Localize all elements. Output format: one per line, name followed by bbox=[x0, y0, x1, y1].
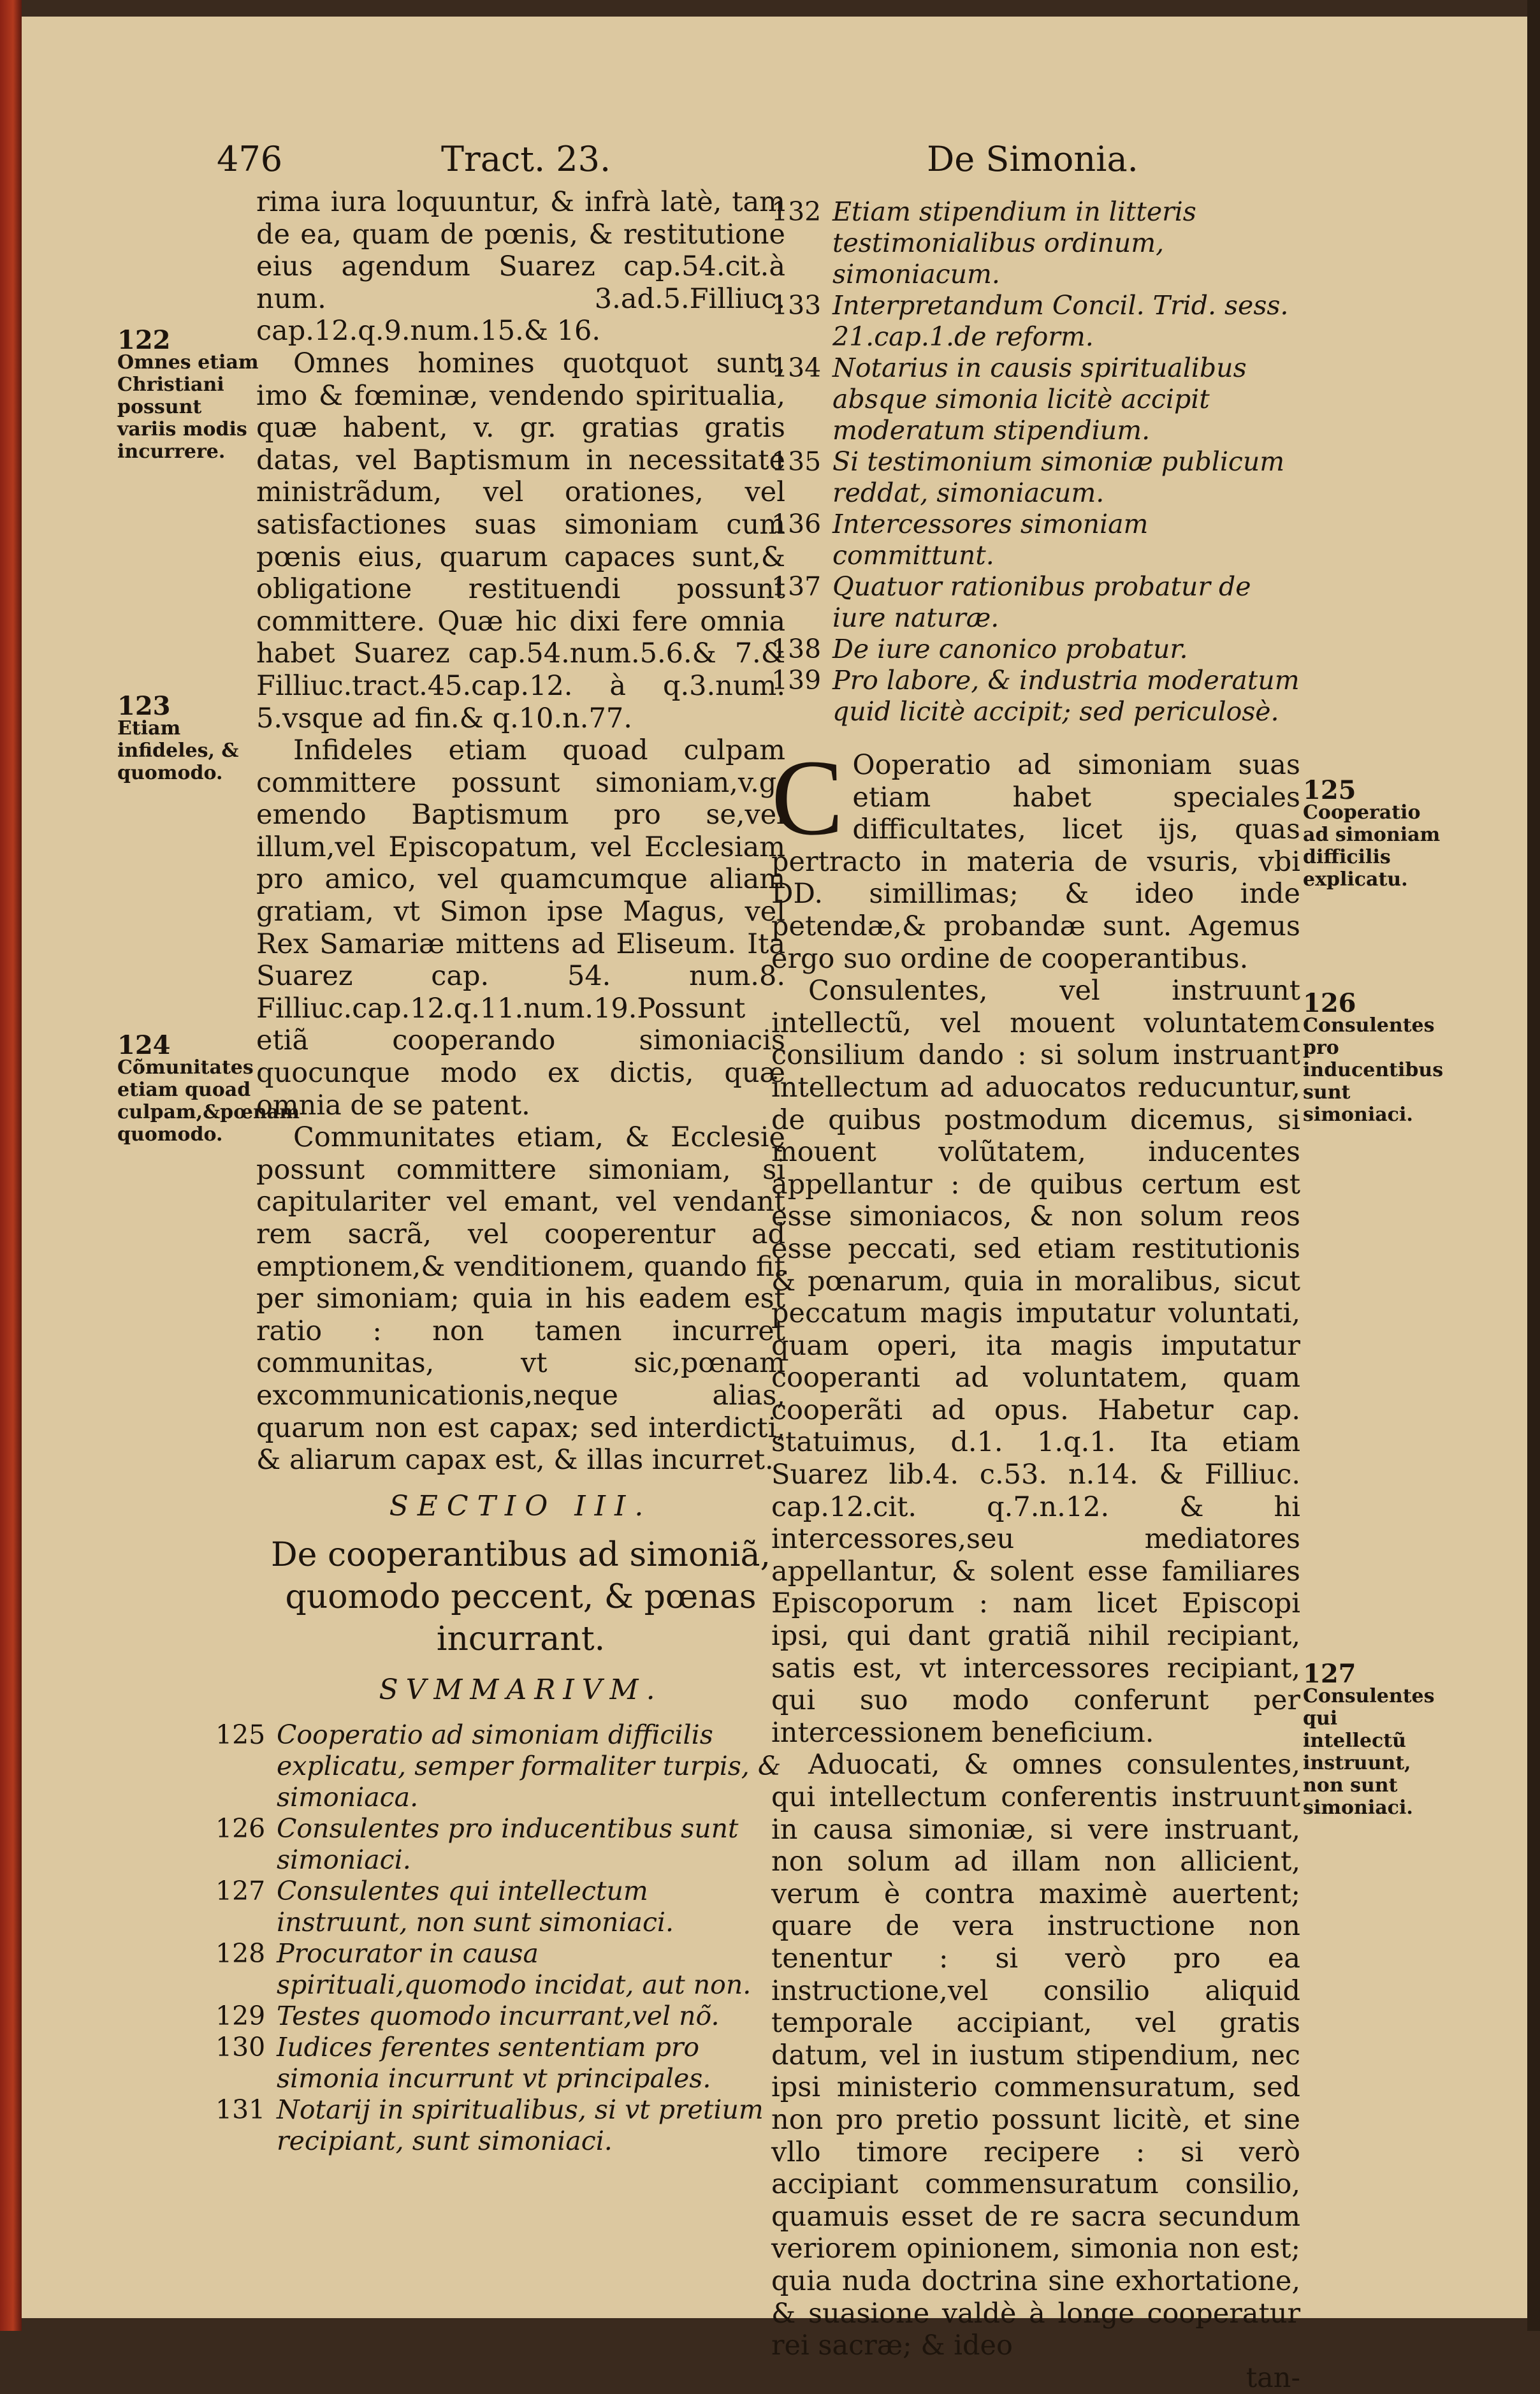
summarium-list-continued bbox=[771, 196, 1300, 727]
drop-cap: C bbox=[771, 738, 844, 858]
section-title: De cooperantibus ad simoniã, quomodo peccent, & pœnas incurrant. bbox=[270, 1536, 771, 1659]
margin-note-text: Etiam infideles, & quomodo. bbox=[117, 717, 239, 784]
paragraph-text: Ooperatio ad simoniam suas etiam habet speciales difficultates, licet ijs, quas pertracto in materia de vsuris, vbi DD. simillimas; & ideo inde petendæ,& probandæ sunt. Agemus ergo suo ordine de cooperantibus. bbox=[771, 749, 1300, 975]
summarium-number: 135 bbox=[771, 446, 822, 477]
summarium-text: Quatuor rationibus probatur de iure naturæ. bbox=[832, 571, 1251, 633]
summarium-item bbox=[771, 665, 1300, 727]
summarium-text: Interpretandum Concil. Trid. sess. 21.cap.1.de reform. bbox=[832, 290, 1289, 352]
summarium-item bbox=[771, 509, 1300, 571]
section-heading: SECTIO III. bbox=[389, 1489, 653, 1522]
summarium-item bbox=[771, 290, 1300, 353]
summarium-number: 138 bbox=[771, 634, 822, 664]
margin-note-124 bbox=[117, 1030, 300, 1146]
paragraph: Infideles etiam quoad culpam committere possunt simoniam,v.g. emendo Baptismum pro se,vel illum,vel Episcopatum, vel Ecclesiam pro amico, vel quamcumque aliam gratiam, vt Simon ipse Magus, vel Rex Samariæ mittens ad Eliseum. Ita Suarez cap. 54. num.8. Filliuc.cap.12.q.11.num.19.Possunt etiã cooperando simoniacis quocunque modo ex dictis, quæ omnia de se patent. bbox=[256, 734, 785, 1121]
margin-note-number: 127 bbox=[1303, 1659, 1356, 1689]
margin-note-127 bbox=[1303, 1659, 1443, 1819]
summarium-item bbox=[771, 571, 1300, 634]
summarium-text: Testes quomodo incurrant,vel nõ. bbox=[277, 2000, 720, 2031]
margin-note-text: Consulentes pro inducentibus sunt simoniaci. bbox=[1303, 1014, 1444, 1126]
book-spine-edge bbox=[0, 0, 22, 2331]
summarium-item bbox=[215, 1719, 785, 1813]
summarium-number: 126 bbox=[215, 1813, 266, 1844]
summarium-text: Etiam stipendium in litteris testimonialibus ordinum, simoniacum. bbox=[832, 196, 1196, 289]
summarium-item bbox=[215, 1813, 785, 1876]
summarium-number: 133 bbox=[771, 290, 822, 321]
right-column bbox=[771, 196, 1300, 2394]
book-page bbox=[22, 17, 1527, 2394]
margin-note-text: Omnes etiam Christiani possunt variis modis incurrere. bbox=[117, 351, 259, 463]
summarium-text: Si testimonium simoniæ publicum reddat, simoniacum. bbox=[832, 446, 1285, 508]
summarium-text: Pro labore, & industria moderatum quid licitè accipit; sed periculosè. bbox=[832, 665, 1300, 727]
margin-note-text: Consulentes qui intellectũ instruunt, non sunt simoniaci. bbox=[1303, 1685, 1435, 1819]
margin-note-number: 126 bbox=[1303, 988, 1356, 1018]
summarium-list bbox=[215, 1719, 785, 2157]
summarium-number: 130 bbox=[215, 2031, 266, 2062]
margin-note-126 bbox=[1303, 988, 1444, 1126]
summarium-item bbox=[215, 2032, 785, 2094]
margin-note-number: 124 bbox=[117, 1030, 171, 1060]
summarium-text: Intercessores simoniam committunt. bbox=[832, 509, 1149, 571]
summarium-number: 131 bbox=[215, 2094, 266, 2125]
summarium-item bbox=[215, 1938, 785, 2001]
summarium-number: 129 bbox=[215, 2000, 266, 2031]
margin-note-123 bbox=[117, 691, 264, 784]
paragraph-with-dropcap bbox=[771, 738, 1300, 975]
margin-note-text: Cooperatio ad simoniam difficilis explicatu. bbox=[1303, 801, 1441, 891]
summarium-item bbox=[771, 353, 1300, 446]
summarium-text: Procurator in causa spirituali,quomodo incidat, aut non. bbox=[277, 1938, 752, 2000]
summarium-text: Consulentes pro inducentibus sunt simoniaci. bbox=[277, 1813, 739, 1875]
summarium-item bbox=[771, 634, 1300, 665]
summarium-text: Notarij in spiritualibus, si vt pretium recipiant, sunt simoniaci. bbox=[277, 2094, 764, 2156]
margin-note-125 bbox=[1303, 775, 1443, 891]
summarium-item bbox=[215, 1876, 785, 1938]
paragraph: Communitates etiam, & Ecclesię possunt committere simoniam, si capitulariter vel emant, vel vendant rem sacrã, vel cooperentur ad emptionem,& venditionem, quando fit per simoniam; quia in his eadem est ratio : non tamen incurret communitas, vt sic,pœnam excommunicationis,neque alias, quarum non est capax; sed interdicti, & aliarum capax est, & illas incurret. bbox=[256, 1121, 785, 1477]
margin-note-text: Cõmunitates etiam quoad culpam,&pœnam quomodo. bbox=[117, 1056, 300, 1146]
summarium-text: Notarius in causis spiritualibus absque simonia licitè accipit moderatum stipendium. bbox=[832, 353, 1247, 446]
summarium-text: Iudices ferentes sententiam pro simonia incurrunt vt principales. bbox=[277, 2031, 711, 2094]
summarium-text: Cooperatio ad simoniam difficilis explicatu, semper formaliter turpis, & simoniaca. bbox=[277, 1719, 781, 1813]
catchword: tan- bbox=[1246, 2361, 1300, 2394]
summarium-item bbox=[215, 2094, 785, 2157]
summarium-item bbox=[215, 2001, 785, 2032]
summarium-number: 137 bbox=[771, 571, 822, 602]
summarium-number: 127 bbox=[215, 1875, 266, 1906]
summarium-number: 139 bbox=[771, 665, 822, 696]
summarium-number: 134 bbox=[771, 353, 822, 383]
summarium-number: 128 bbox=[215, 1938, 266, 1969]
summarium-heading: SVMMARIVM. bbox=[379, 1674, 663, 1707]
summarium-number: 132 bbox=[771, 196, 822, 227]
paragraph: Omnes homines quotquot sunt, imo & fœminæ, vendendo spiritualia, quæ habent, v. gr. gratias gratis datas, vel Baptismum in necessitate ministrãdum, vel orationes, vel satisfactiones suas simoniam cum pœnis eius, quarum capaces sunt,& obligatione restituendi possunt committere. Quæ hic dixi fere omnia habet Suarez cap.54.num.5.6.& 7.& Filliuc.tract.45.cap.12. à q.3.num. 5.vsque ad fin.& q.10.n.77. bbox=[256, 347, 785, 734]
summarium-number: 136 bbox=[771, 509, 822, 539]
summarium-item bbox=[771, 446, 1300, 509]
paragraph: Consulentes, vel instruunt intellectũ, vel mouent voluntatem consilium dando : si solum instruant intellectum ad aduocatos reducuntur, de quibus postmodum dicemus, si mouent volũtatem, inducentes appellantur : de quibus certum est esse simoniacos, & non solum reos esse peccati, sed etiam restitutionis & pœnarum, quia in moralibus, sicut peccatum magis imputatur voluntati, quam operi, ita magis imputatur cooperanti ad voluntatem, quam cooperãti ad opus. Habetur cap. statuimus, d.1. 1.q.1. Ita etiam Suarez lib.4. c.53. n.14. & Filliuc. cap.12.cit. q.7.n.12. & hi intercessores,seu mediatores appellantur, & solent esse familiares Episcoporum : nam licet Episcopi ipsi, qui dant gratiã nihil recipiant, satis est, vt intercessores recipiant, qui suo modo conferunt per intercessionem beneficium. bbox=[771, 975, 1300, 1749]
running-head-tract: Tract. 23. bbox=[441, 139, 611, 179]
margin-note-number: 123 bbox=[117, 691, 171, 721]
summarium-text: Consulentes qui intellectum instruunt, non sunt simoniaci. bbox=[277, 1875, 674, 1938]
paragraph: rima iura loquuntur, & infrà latè, tam de ea, quam de pœnis, & restitutione eius agendum Suarez cap.54.cit.à num. 3.ad.5.Filliuc. cap.12.q.9.num.15.& 16. bbox=[256, 186, 785, 347]
margin-note-122 bbox=[117, 325, 264, 463]
paragraph: Aduocati, & omnes consulentes, qui intellectum conferentis instruunt in causa simoniæ, si vere instruant, non solum ad illam non allicient, verum è contra maximè auertent; quare de vera instructione non tenentur : si verò pro ea instructione,vel consilio aliquid temporale accipiant, vel gratis datum, vel in iustum stipendium, nec ipsi ministerio commensuratum, sed non pro pretio possunt licitè, et sine vllo timore recipere : si verò accipiant commensuratum consilio, quamuis esset de re sacra secundum veriorem opinionem, simonia non est; quia nuda doctrina sine exhortatione, & suasione valdè à longe cooperatur rei sacræ; & ideo bbox=[771, 1749, 1300, 2362]
running-head-subject: De Simonia. bbox=[927, 139, 1138, 179]
margin-note-number: 125 bbox=[1303, 775, 1356, 805]
summarium-item bbox=[771, 196, 1300, 290]
summarium-text: De iure canonico probatur. bbox=[832, 634, 1188, 664]
adjacent-page-edge bbox=[1527, 0, 1540, 2331]
margin-note-number: 122 bbox=[117, 325, 171, 355]
page-number: 476 bbox=[217, 139, 283, 179]
summarium-number: 125 bbox=[215, 1719, 266, 1750]
left-column bbox=[215, 186, 785, 2157]
